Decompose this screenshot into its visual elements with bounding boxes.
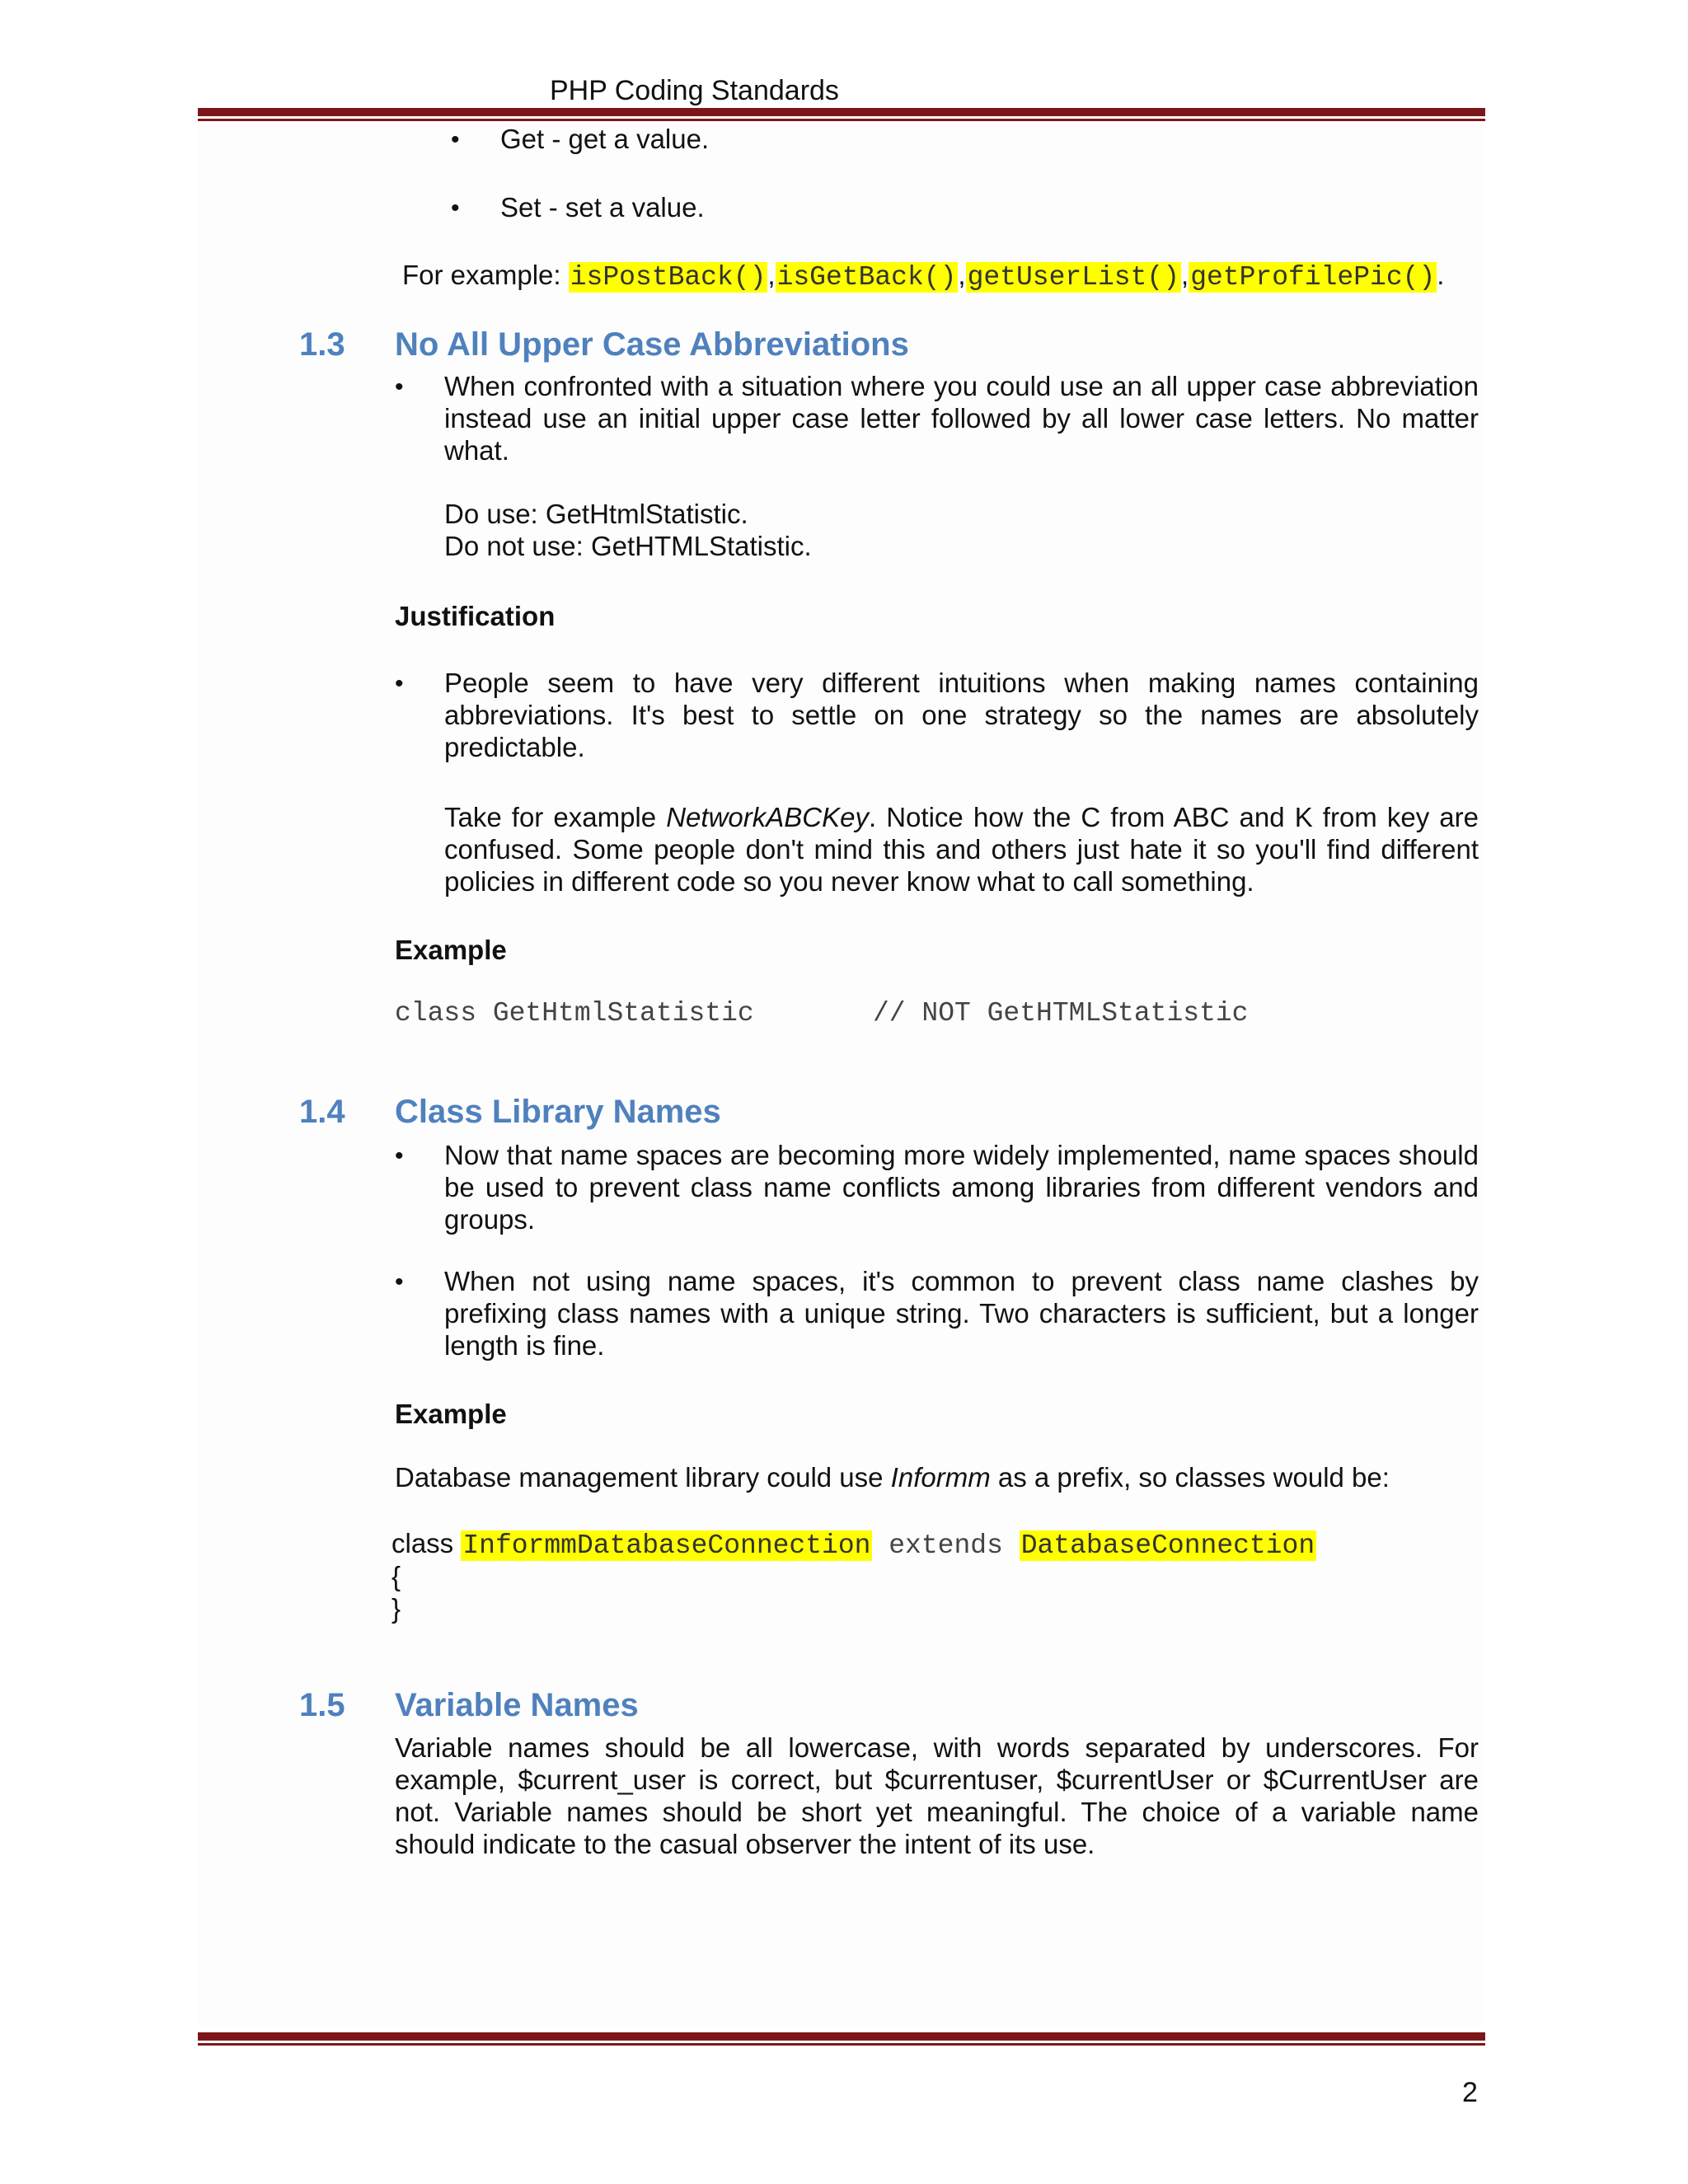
- code-isgetback: isGetBack(): [776, 262, 957, 293]
- period: .: [1437, 260, 1445, 290]
- para-prefix: Take for example: [444, 802, 667, 832]
- header-rule-thick: [198, 108, 1485, 116]
- code-comment: // NOT GetHTMLStatistic: [873, 998, 1249, 1029]
- code-ispostback: isPostBack(): [570, 262, 767, 293]
- bullet-dot: •: [395, 1142, 404, 1169]
- do-not-use-line: Do not use: GetHTMLStatistic.: [444, 531, 812, 561]
- justification-label: Justification: [395, 601, 556, 631]
- brace-open: {: [392, 1561, 401, 1591]
- paragraph-networkabckey: [444, 801, 1479, 898]
- bullet-dot: •: [395, 373, 404, 401]
- top-example-prefix: For example:: [402, 260, 569, 290]
- comma: ,: [767, 260, 776, 290]
- comma: ,: [958, 260, 966, 290]
- section-number: 1.3: [299, 326, 345, 363]
- informm-description: [395, 1461, 1390, 1493]
- desc-italic-term: Informm: [890, 1462, 991, 1493]
- code-class-name: InformmDatabaseConnection: [462, 1530, 871, 1561]
- code-parent-class: DatabaseConnection: [1020, 1530, 1315, 1561]
- code-getprofilepic: getProfilePic(): [1190, 262, 1436, 293]
- page-number: 2: [1462, 2077, 1478, 2108]
- section-title: Variable Names: [395, 1687, 639, 1723]
- example-label: Example: [395, 1399, 507, 1429]
- desc-prefix: Database management library could use: [395, 1462, 891, 1493]
- para-rest: . Notice how the C from ABC and K from key are confused. Some people don't mind this and others just hate it so you'll find different policies in different code so you never know what to call something.: [444, 802, 1479, 897]
- paragraph-intuitions: People seem to have very different intuitions when making names containing abbreviations. It's best to settle on one strategy so the names are absolutely predictable.: [444, 668, 1479, 762]
- brace-close: }: [392, 1593, 401, 1624]
- do-use-line: Do use: GetHtmlStatistic.: [444, 499, 748, 529]
- paragraph-uppercase-rule: When confronted with a situation where you could use an all upper case abbreviation instead use an initial upper case letter followed by all lower case letters. No matter what.: [444, 371, 1479, 466]
- bullet-dot: •: [451, 126, 460, 153]
- bullet-set: Set - set a value.: [500, 192, 705, 223]
- top-example-line: [402, 259, 1444, 293]
- bullet-get: Get - get a value.: [500, 124, 710, 154]
- para-italic-term: NetworkABCKey: [666, 802, 869, 832]
- paragraph-prefixing: When not using name spaces, it's common to prevent class name clashes by prefixing class names with a unique string. Two characters is sufficient, but a longer length is fine.: [444, 1266, 1479, 1361]
- section-title: Class Library Names: [395, 1094, 721, 1130]
- section-title: No All Upper Case Abbreviations: [395, 326, 909, 363]
- header-rule-thin: [198, 119, 1485, 121]
- paragraph-variable-names: Variable names should be all lowercase, with words separated by underscores. For example, $current_user is correct, but $currentuser, $currentUser or $CurrentUser are not. Variable names should be short yet meaningful. The choice of a variable name should indicate to the casual observer the intent of its use.: [395, 1732, 1479, 1859]
- code-inheritance-line: [392, 1527, 1316, 1562]
- example-label: Example: [395, 935, 507, 965]
- code-extends: extends: [872, 1530, 1020, 1561]
- paragraph-name-spaces: Now that name spaces are becoming more widely implemented, name spaces should be used to prevent class name conflicts among libraries from different vendors and groups.: [444, 1140, 1479, 1235]
- bullet-dot: •: [451, 194, 460, 222]
- footer-rule-thick: [198, 2032, 1485, 2041]
- section-number: 1.4: [299, 1094, 345, 1130]
- code-keyword: class: [392, 1528, 462, 1558]
- comma: ,: [1181, 260, 1189, 290]
- desc-suffix: as a prefix, so classes would be:: [990, 1462, 1390, 1493]
- bullet-dot: •: [395, 1268, 404, 1296]
- bullet-dot: •: [395, 670, 404, 697]
- footer-rule-thin: [198, 2043, 1485, 2046]
- header-title: PHP Coding Standards: [550, 75, 839, 106]
- section-number: 1.5: [299, 1687, 345, 1723]
- code-class-line: class GetHtmlStatistic: [395, 998, 754, 1029]
- code-getuserlist: getUserList(): [967, 262, 1180, 293]
